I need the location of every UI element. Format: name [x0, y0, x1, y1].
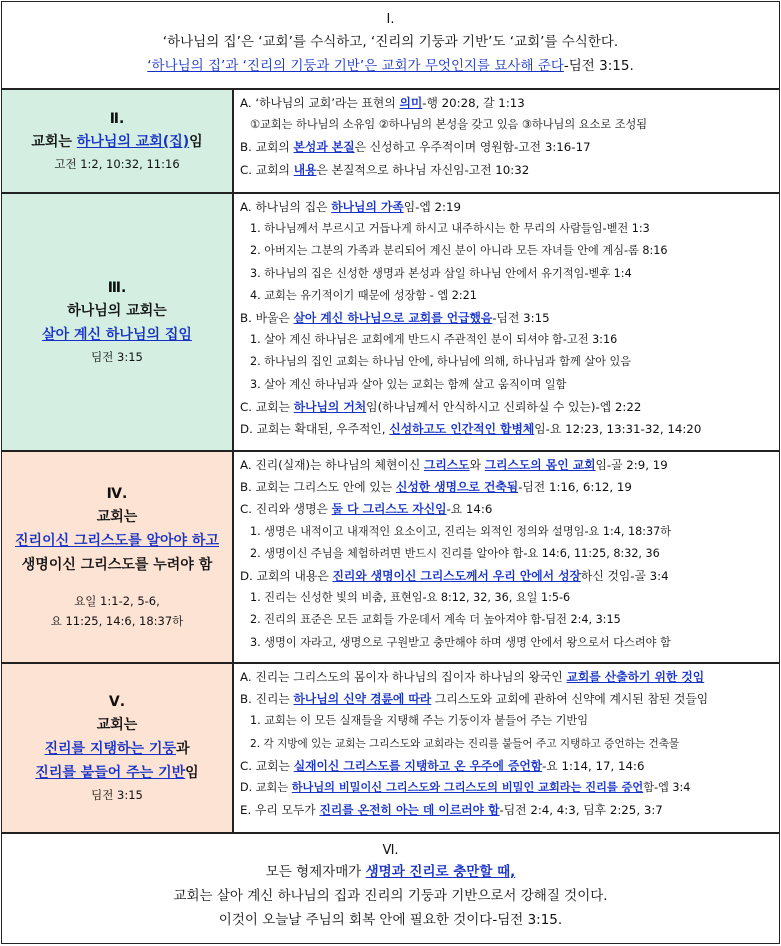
sub-point: 3. 살아 계신 하나님과 살아 있는 교회는 함께 살고 움직이며 일함	[250, 377, 567, 391]
section-title: 교회는	[96, 509, 138, 525]
section-3-heading	[2, 194, 234, 450]
point-a-sub: ①교회는 하나님의 소유임 ②하나님의 본성을 갖고 있음 ③하나님의 요소로 조성됨	[250, 118, 648, 132]
section-number: Ⅳ.	[106, 486, 128, 502]
point-c: C. 교회는 하나님의 거처임(하나님께서 안식하시고 신뢰하실 수 있는)-엡 2:22	[240, 399, 642, 414]
reference: 요 11:25, 14:6, 18:37하	[50, 614, 184, 628]
section-title-line: 진리를 붙들어 주는 기반임	[35, 765, 199, 781]
reference: 고전 1:2, 10:32, 11:16	[54, 157, 180, 171]
point-a: A. ‘하나님의 교회’라는 표현의 의미-행 20:28, 갈 1:13	[240, 96, 525, 110]
section-number: Ⅰ.	[386, 12, 395, 27]
section-3-points	[234, 194, 779, 450]
point-c: C. 교회의 내용은 본질적으로 하나님 자신임-고전 10:32	[240, 162, 530, 177]
section-1-line-1: ‘하나님의 집’은 ‘교회’를 수식하고, ‘진리의 기둥과 기반’도 ‘교회’를 수식한다.	[162, 34, 619, 50]
point-a: A. 진리(실재)는 하나님의 체현이신 그리스도와 그리스도의 몸인 교회임-골 2:9, 19	[240, 458, 668, 472]
section-2	[2, 90, 779, 194]
section-6-line-1: 모든 형제자매가 생명과 진리로 충만할 때,	[265, 864, 516, 880]
point-a: A. 진리는 그리스도의 몸이자 하나님의 집이자 하나님의 왕국인 교회를 산출하기 위한 것임	[240, 670, 705, 684]
section-title: 교회는 하나님의 교회(집)임	[31, 134, 203, 150]
section-title-line: 진리를 지탱하는 기둥과	[44, 741, 190, 757]
section-2-heading	[2, 90, 234, 192]
point-b: B. 바울은 살아 계신 하나님으로 교회를 언급했음-딤전 3:15	[240, 311, 550, 326]
reference: -딤전 3:15.	[563, 58, 634, 74]
sub-point: 4. 교회는 유기적이기 때문에 성장함 - 엡 2:21	[250, 288, 477, 302]
section-1	[2, 2, 779, 90]
sub-point: 2. 각 지방에 있는 교회는 그리스도와 교회라는 진리를 붙들어 주고 지탱하고 증언하는 건축물	[250, 737, 680, 750]
point-c: C. 진리와 생명은 둘 다 그리스도 자신임-요 14:6	[240, 502, 493, 517]
sub-point: 1. 진리는 신성한 빛의 비춤, 표현임-요 8:12, 32, 36, 요일 1:5-6	[250, 591, 571, 605]
highlight-text: ‘하나님의 집’과 ‘진리의 기둥과 기반’은 교회가 무엇인지를 묘사해 준다	[147, 58, 564, 74]
section-number: Ⅲ.	[107, 280, 127, 296]
sub-point: 2. 하나님의 집인 교회는 하나님 안에, 하나님에 의해, 하나님과 함께 살아 있음	[250, 355, 632, 369]
section-3	[2, 194, 779, 452]
reference: 딤전 3:15	[91, 788, 143, 802]
sub-point: 1. 교회는 이 모든 실재들을 지탱해 주는 기둥이자 붙들어 주는 기반임	[250, 714, 589, 728]
point-a: A. 하나님의 집은 하나님의 가족임-엡 2:19	[240, 200, 462, 214]
section-6	[2, 834, 779, 932]
point-d: D. 교회는 확대된, 우주적인, 신성하고도 인간적인 합병체임-요 12:23, 13:31-32, 14:20	[240, 422, 702, 437]
section-number: Ⅵ.	[382, 843, 399, 858]
sub-point: 3. 생명이 자라고, 생명으로 구원받고 충만해야 하며 생명 안에서 왕으로서 다스려야 함	[250, 635, 671, 649]
sub-point: 1. 생명은 내적이고 내재적인 요소이고, 진리는 외적인 정의와 설명임-요 1:4, 18:37하	[250, 524, 672, 538]
sub-point: 1. 하나님께서 부르시고 거듭나게 하시고 내주하시는 한 무리의 사람들임-벧전 1:3	[250, 222, 650, 236]
sub-point: 3. 하나님의 집은 신성한 생명과 본성과 삼일 하나님 안에서 유기적임-벧후 1:4	[250, 266, 632, 280]
point-b: B. 교회의 본성과 본질은 신성하고 우주적이며 영원함-고전 3:16-17	[240, 140, 591, 155]
section-title: 교회는	[96, 717, 138, 733]
point-d: D. 교회의 내용은 진리와 생명이신 그리스도께서 우리 안에서 성장하신 것임-골 3:4	[240, 569, 669, 584]
section-title-line: 생명이신 그리스도를 누려야 함	[21, 557, 213, 573]
section-number: Ⅱ.	[109, 111, 125, 127]
point-d: D. 교회는 하나님의 비밀이신 그리스도와 그리스도의 비밀인 교회라는 진리를 증언함-엡 3:4	[240, 781, 691, 795]
section-5-heading	[2, 664, 234, 832]
reference: 요일 1:1-2, 5-6,	[74, 594, 160, 608]
point-b: B. 진리는 하나님의 신약 경륜에 따라 그리스도와 교회에 관하여 신약에 계시된 참된 것들임	[240, 692, 709, 707]
section-6-line-3: 이것이 오늘날 주님의 회복 안에 필요한 것이다-딤전 3:15.	[218, 912, 563, 928]
point-b: B. 교회는 그리스도 안에 있는 신성한 생명으로 건축됨-딤전 1:16, 6:12, 19	[240, 480, 632, 495]
section-5-points	[234, 664, 779, 832]
sub-point: 1. 살아 계신 하나님은 교회에게 반드시 주관적인 분이 되셔야 함-고전 3:16	[250, 333, 618, 347]
section-title-highlight: 진리이신 그리스도를 알아야 하고	[15, 533, 219, 549]
point-e: E. 우리 모두가 진리를 온전히 아는 데 이르러야 함-딤전 2:4, 4:3, 딤후 2:25, 3:7	[240, 803, 663, 818]
section-4-heading	[2, 452, 234, 662]
section-1-line-2	[2, 54, 779, 78]
sub-point: 2. 진리의 표준은 모든 교회들 가운데서 계속 더 높아져야 함-딤전 2:4, 3:15	[250, 613, 621, 627]
sub-point: 2. 생명이신 주님을 체험하려면 반드시 진리를 알아야 함-요 14:6, 11:25, 8:32, 36	[250, 546, 660, 560]
section-4-points	[234, 452, 779, 662]
outline-page	[1, 1, 780, 944]
point-c: C. 교회는 실재이신 그리스도를 지탱하고 온 우주에 증언함-요 1:14, 17, 14:6	[240, 758, 645, 773]
section-2-points	[234, 90, 779, 192]
reference: 딤전 3:15	[91, 350, 143, 364]
section-number: Ⅴ.	[108, 694, 126, 710]
section-5	[2, 664, 779, 834]
sub-point: 2. 아버지는 그분의 가족과 분리되어 계신 분이 아니라 모든 자녀들 안에 계심-롬 8:16	[250, 244, 668, 258]
section-6-line-2: 교회는 살아 계신 하나님의 집과 진리의 기둥과 기반으로서 강해질 것이다.	[173, 888, 608, 904]
section-title-highlight: 살아 계신 하나님의 집임	[42, 327, 192, 343]
section-4	[2, 452, 779, 664]
section-title: 하나님의 교회는	[67, 303, 167, 319]
